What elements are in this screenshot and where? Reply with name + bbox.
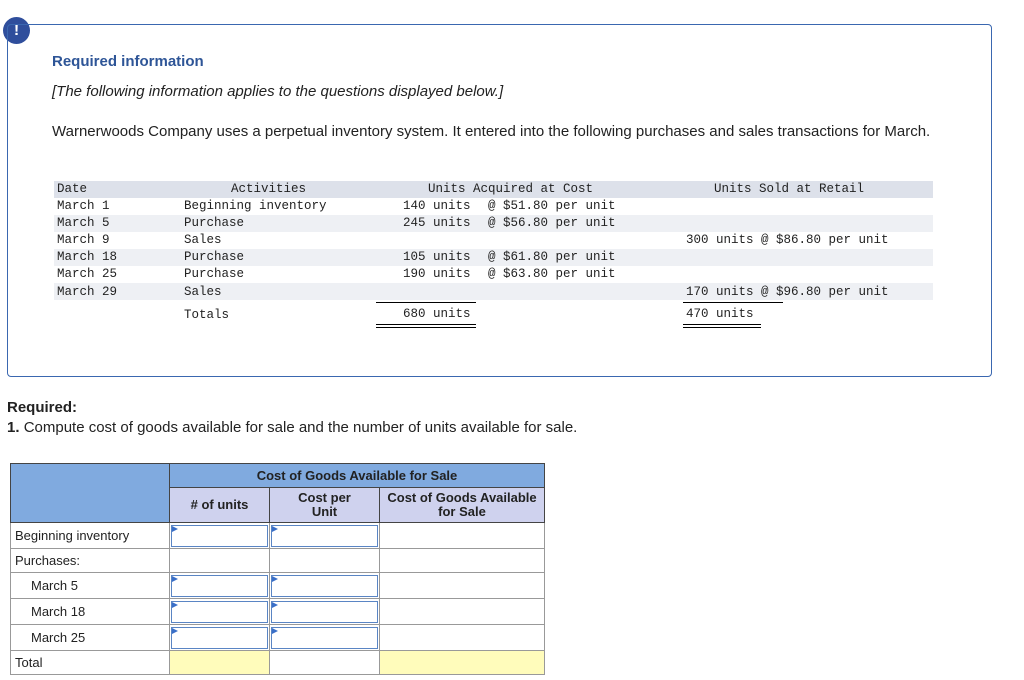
answer-row <box>11 625 545 651</box>
header-date: Date <box>57 182 88 196</box>
empty-cell <box>380 549 545 573</box>
cell-date: March 29 <box>57 285 118 299</box>
cell-date: March 25 <box>57 267 118 281</box>
info-title: Required information <box>52 53 204 70</box>
header-activities: Activities <box>231 182 307 196</box>
cost-per-unit-input[interactable] <box>271 575 378 597</box>
total-rule <box>683 302 783 303</box>
total-units-cell <box>170 651 270 675</box>
cell-acq-units: 245 units <box>403 216 471 230</box>
double-rule <box>683 324 761 328</box>
total-cogas-cell <box>380 651 545 675</box>
question-text: Compute cost of goods available for sale and the number of units available for sale. <box>23 419 578 436</box>
units-input[interactable] <box>171 575 268 597</box>
cell-acq-units: 190 units <box>403 267 471 281</box>
row-label: Beginning inventory <box>11 523 170 549</box>
cell-date: March 1 <box>57 199 110 213</box>
col-cogas: Cost of Goods Available for Sale <box>380 488 545 523</box>
cost-per-unit-input[interactable] <box>271 627 378 649</box>
totals-sold: 470 units <box>686 307 754 321</box>
cell-date: March 18 <box>57 250 118 264</box>
answer-row <box>11 599 545 625</box>
totals-label: Totals <box>184 308 230 322</box>
double-rule <box>376 324 476 328</box>
cost-per-unit-input[interactable] <box>271 601 378 623</box>
cell-acq-cost: @ $51.80 per unit <box>488 199 616 213</box>
col-units: # of units <box>170 488 270 523</box>
cell-date: March 5 <box>57 216 110 230</box>
cogas-cell <box>380 599 545 625</box>
answer-row <box>11 573 545 599</box>
cell-acq-units: 105 units <box>403 250 471 264</box>
required-question <box>7 419 577 436</box>
cell-sold: 170 units @ $96.80 per unit <box>686 285 889 299</box>
cell-sold: 300 units @ $86.80 per unit <box>686 233 889 247</box>
totals-acquired: 680 units <box>403 307 471 321</box>
cell-acq-cost: @ $61.80 per unit <box>488 250 616 264</box>
required-label: Required: <box>7 399 78 416</box>
header-acquired: Units Acquired at Cost <box>428 182 594 196</box>
cell-activity: Beginning inventory <box>184 199 327 213</box>
cell-activity: Purchase <box>184 250 245 264</box>
cogas-cell <box>380 573 545 599</box>
info-paragraph: Warnerwoods Company uses a perpetual inventory system. It entered into the following purchases and sales transactions for March. <box>52 123 931 140</box>
header-sold: Units Sold at Retail <box>714 182 865 196</box>
row-label: March 18 <box>11 599 170 625</box>
answer-table <box>10 463 545 675</box>
units-input[interactable] <box>171 627 268 649</box>
row-label: March 25 <box>11 625 170 651</box>
units-input[interactable] <box>171 525 268 547</box>
units-input[interactable] <box>171 601 268 623</box>
cell-acq-cost: @ $63.80 per unit <box>488 267 616 281</box>
answer-row <box>11 651 545 675</box>
row-label: March 5 <box>11 573 170 599</box>
answer-table-title: Cost of Goods Available for Sale <box>170 464 545 488</box>
cogas-cell <box>380 625 545 651</box>
row-label: Purchases: <box>11 549 170 573</box>
empty-cell <box>270 651 380 675</box>
alert-icon: ! <box>3 17 30 44</box>
cell-date: March 9 <box>57 233 110 247</box>
cell-activity: Sales <box>184 285 222 299</box>
empty-cell <box>270 549 380 573</box>
total-rule <box>376 302 476 303</box>
cell-acq-units: 140 units <box>403 199 471 213</box>
cost-per-unit-input[interactable] <box>271 525 378 547</box>
empty-cell <box>170 549 270 573</box>
answer-row <box>11 523 545 549</box>
cell-activity: Sales <box>184 233 222 247</box>
cell-activity: Purchase <box>184 216 245 230</box>
row-label: Total <box>11 651 170 675</box>
cell-acq-cost: @ $56.80 per unit <box>488 216 616 230</box>
question-number: 1. <box>7 419 20 436</box>
answer-row <box>11 549 545 573</box>
col-cost-per-unit: Cost per Unit <box>270 488 380 523</box>
info-subtitle: [The following information applies to the questions displayed below.] <box>52 83 504 100</box>
cogas-cell <box>380 523 545 549</box>
cell-activity: Purchase <box>184 267 245 281</box>
